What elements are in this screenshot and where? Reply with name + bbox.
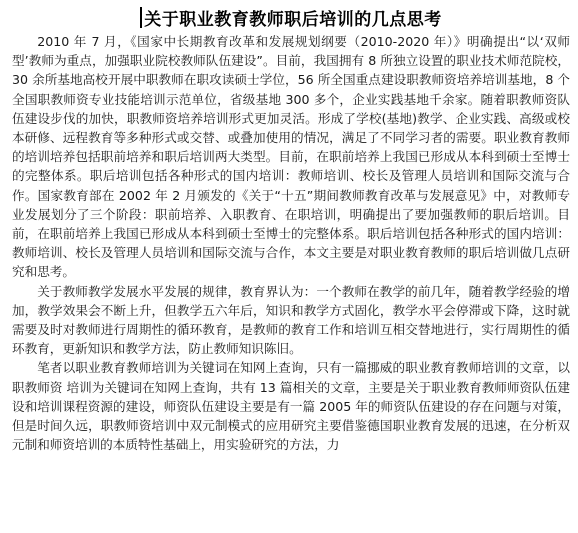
paragraph-1: 2010 年 7 月，《国家中长期教育改革和发展规划纲要（2010-2020 年）》明确提出“以‘双师型’教师为重点，加强职业院校教师队伍建设”。目前，我国拥有 8 所独立设置的职业技术师范院校，30 余所基地高校开展中职教师在职攻读硕士学位，56 所全国重点建设职教师资培养培训基地，8 个全国职教师资专业技能培训示范单位，省级基地 300 多个，企业实践基地千余家。随着职教师资队伍建设步伐的加快，职教师资培养培训形式更加灵活。形成了学校(基地)教学、企业实践、高级或校本研修、远程教育等多种形式或交替、或叠加使用的情况，满足了不同学习者的需要。职业教育教师的培训培养包括职前培养和职后培训两大类型。目前，在职前培养上我国已形成从本科到硕士至博士的完整体系。职后培训包括各种形式的国内培训：教师培训、校长及管理人员培训和国际交流与合作。国家教育部在 2002 年 2 月颁发的《关于“十五”期间教师教育改革与发展意见》中，对教师专业发展划分了三个阶段：职前培养、入职教育、在职培训，明确提出了要加强教师的职后培训。目前，在职前培养上我国已形成从本科到硕士至博士的完整体系。职后培训包括各种形式的国内培训：教师培训、校长及管理人员培训和国际交流与合作，本文主要是对职业教育教师的职后培训做几点研究和思考。 — [12, 34, 570, 280]
paragraph-2: 关于教师教学发展水平发展的规律，教育界认为：一个教师在教学的前几年，随着教学经验的增加，教学效果会不断上升，但教学五六年后，知识和教学方式固化，教学水平会停滞或下降，这时就需要及时对教师进行周期性的循环教育，是教师的教育工作和培训互相交替地进行，实行周期性的循环教育，更新知识和教学方法，防止教师知识陈旧。 — [12, 283, 570, 357]
document-body — [12, 32, 570, 454]
document-title: 关于职业教育教师职后培训的几点思考 — [144, 9, 442, 30]
paragraph-3: 笔者以职业教育教师培训为关键词在知网上查询，只有一篇挪威的职业教育教师培训的文章，以职教师资 培训为关键词在知网上查询，共有 13 篇相关的文章，主要是关于职业教育教师师资队伍建设和培训课程资源的建设，师资队伍建设主要是有一篇 2005 年的师资队伍建设的存在问题与对策，但是时间久远，职教师资培训中双元制模式的应用研究主要借鉴德国职业教育发展的迅速，在分析双元制和师资培训的本质特性基础上，用实验研究的方法，力 — [12, 360, 570, 453]
title-row — [12, 2, 570, 32]
text-cursor — [140, 7, 142, 28]
